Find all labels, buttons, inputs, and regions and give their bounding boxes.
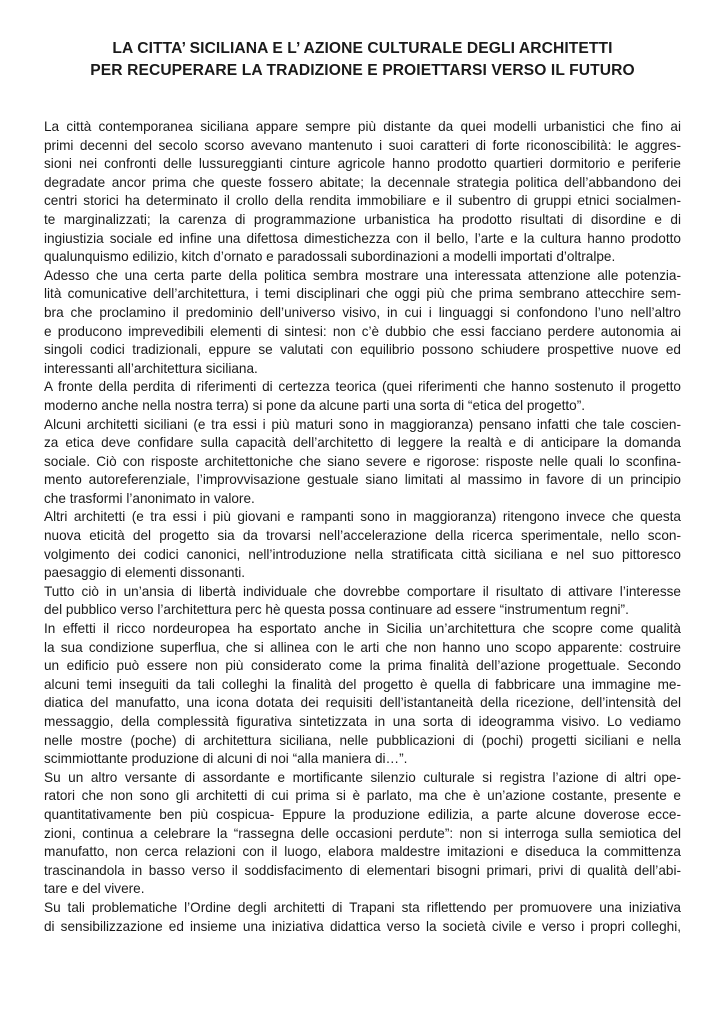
body-text-line: volgimento dei codici canonici, nell’introduzione nella stratificata città siciliana e nel suo pittoresco: [44, 546, 681, 562]
body-text-line: trascinandola in basso verso il soddisfacimento di elementari bisogni primari, privi di qualità dell’abi-: [44, 862, 681, 878]
body-text-line: nuova eticità del progetto sia da trovarsi nell’accelerazione della ricerca sperimentale, nello scon-: [44, 528, 681, 544]
body-text-line: mento autoreferenziale, l’improvvisazione gestuale siano limitati al massimo in favore di un principio: [44, 472, 681, 488]
body-text-line: ingiustizia sociale ed infine una difettosa dimestichezza con il bello, l’arte e la cultura hanno prodotto: [44, 230, 681, 246]
body-text-line: te marginalizzati; la carenza di programmazione urbanistica ha prodotto risultati di disordine e di: [44, 211, 681, 227]
body-text-line: diatica del manufatto, una icona dotata dei requisiti dell’istantaneità della ricezione, dell’intensità del: [44, 695, 681, 711]
body-text-line: moderno anche nella nostra terra) si pone da alcune parti una sorta di “etica del progetto”.: [44, 397, 586, 413]
body-text-line: Altri architetti (e tra essi i più giovani e rampanti sono in maggioranza) ritengono invece che questa: [44, 509, 681, 525]
body-text-line: Su un altro versante di assordante e mortificante silenzio culturale si registra l’azione di altri ope-: [44, 769, 681, 785]
body-text-line: manufatto, non cerca relazioni con il luogo, elabora maldestre imitazioni e diseduca la committenza: [44, 844, 681, 860]
body-text-line: centri storici ha determinato il crollo della rendita immobiliare e il subentro di gruppi etnici socialmen-: [44, 193, 681, 209]
body-text-line: alcuni temi inseguiti da tali colleghi la finalità del progetto è quella di fabbricare una immagine me-: [44, 676, 681, 692]
body-text-line: sociale. Ciò con risposte architettoniche che siano severe e rigorose: risposte nelle quali lo sconfina-: [44, 453, 681, 469]
title-line-2: PER RECUPERARE LA TRADIZIONE E PROIETTARSI VERSO IL FUTURO: [90, 62, 635, 79]
body-text-line: za etica deve confidare sulla capacità dell’architetto di leggere la realtà e di anticipare la domanda: [44, 435, 681, 451]
body-text-line: Adesso che una certa parte della politica sembra mostrare una interessata attenzione alle potenzia-: [44, 267, 681, 283]
body-text-line: tare e del vivere.: [44, 881, 145, 897]
body-text-line: di sensibilizzazione ed insieme una iniziativa didattica verso la società civile e verso i propri colleghi,: [44, 918, 681, 934]
body-text-line: La città contemporanea siciliana appare sempre più distante da quei modelli urbanistici che fino ai: [44, 119, 681, 134]
body-text-line: ratori che non sono gli architetti di cui prima si è parlato, ma che è un’azione costante, presente e: [44, 788, 681, 804]
body-text-line: degradate ancor prima che queste fossero abitate; la decennale strategia politica dell’abbandono dei: [44, 174, 681, 190]
body-text-line: Su tali problematiche l’Ordine degli architetti di Trapani sta riflettendo per promuovere una iniziativa: [44, 899, 681, 915]
body-text-line: interessanti all’architettura siciliana.: [44, 360, 258, 376]
body-text-line: del pubblico verso l’architettura perc hè questa possa continuare ad essere “instrumentum regni”.: [44, 602, 629, 618]
body-text-line: zioni, continua a celebrare la “rassegna delle occasioni perdute”: non si interroga sulla semiotica del: [44, 825, 681, 841]
body-text-line: In effetti il ricco nordeuropea ha esportato anche in Sicilia un’architettura che scopre come qualità: [44, 621, 681, 637]
body-text-line: paesaggio di elementi dissonanti.: [44, 565, 246, 581]
body-text-line: quantitativamente ben più cospicua- Eppure la produzione edilizia, a parte alcune doverose ecce-: [44, 806, 681, 822]
body-text-line: che trasformi l’anonimato in valore.: [44, 490, 255, 506]
body-text-line: scimmiottante produzione di alcuni di noi “alla maniera di…”.: [44, 751, 408, 767]
body-text-line: nelle mostre (poche) di architettura siciliana, nelle pubblicazioni di (pochi) progetti siciliani e nella: [44, 732, 681, 748]
body-text-line: un edificio può essere non più considerato come la prima finalità dell’azione progettuale. Secondo: [44, 658, 681, 674]
body-text-line: bra che proclamino il predominio dell’universo visivo, in cui i linguaggi si confondono l’uno nell’altro: [44, 304, 681, 320]
body-text-line: primi decenni del secolo scorso avevano mantenuto i suoi caratteri di forte riconoscibilità: le aggres-: [44, 137, 681, 153]
body-text-line: singoli codici tradizionali, eppure se valutati con equilibrio possono schiudere prospettive nuove ed: [44, 342, 681, 358]
body-text-line: Alcuni architetti siciliani (e tra essi i più maturi sono in maggioranza) pensano infatti che tale coscien-: [44, 416, 681, 432]
body-text-line: Tutto ciò in un’ansia di libertà individuale che dovrebbe comportare il risultato di attivare l’interesse: [44, 583, 681, 599]
body-text-line: messaggio, della complessità figurativa sintetizzata in una sorta di ideogramma visivo. Lo vediamo: [44, 714, 681, 729]
body-text-line: lità comunicative dell’architettura, i temi disciplinari che oggi più che prima sembrano attecchire sem-: [44, 286, 681, 302]
article-title: [40, 38, 685, 82]
body-text-line: e producono imprevedibili elementi di sintesi: non c’è dubbio che essi facciano perdere autonomia ai: [44, 323, 681, 339]
article-body: [44, 118, 681, 936]
body-text-line: qualunquismo edilizio, kitch d’ornato e paradossali subordinazioni a modelli importati d’oltralpe.: [44, 249, 616, 265]
body-text-line: A fronte della perdita di riferimenti di certezza teorica (quei riferimenti che hanno sostenuto il progetto: [44, 379, 681, 395]
body-text-line: la sua condizione superflua, che si allinea con le arti che non hanno uno scopo apparente: costruire: [44, 639, 681, 655]
title-line-1: LA CITTA’ SICILIANA E L’ AZIONE CULTURALE DEGLI ARCHITETTI: [112, 40, 613, 57]
body-text-line: sioni nei confronti delle lussureggianti cinture agricole hanno prodotto quartieri dormitorio e periferie: [44, 156, 681, 172]
